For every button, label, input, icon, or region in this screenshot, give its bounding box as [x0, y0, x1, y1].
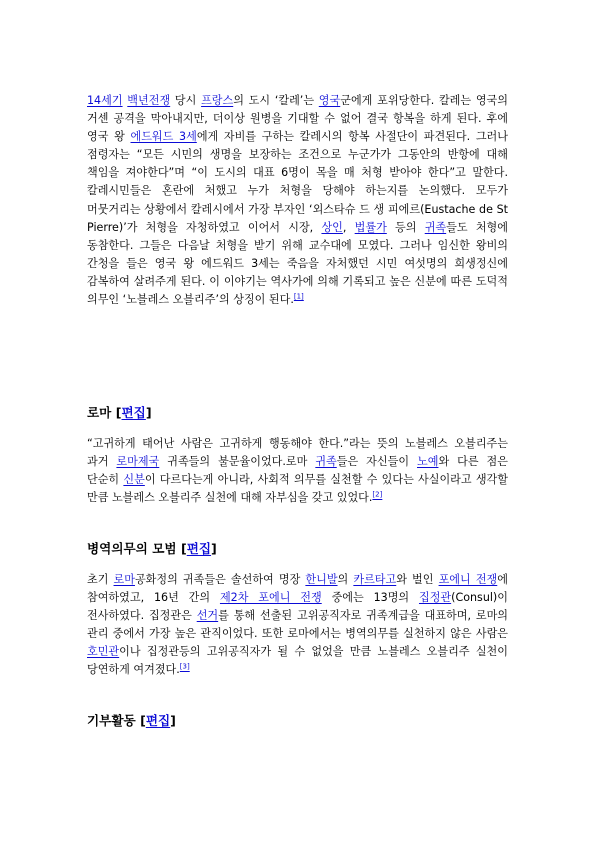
text-run: 의 [337, 573, 354, 586]
wiki-link[interactable]: 백년전쟁 [127, 94, 171, 107]
text-run: 에 참여하였고, 16년 간의 [87, 573, 508, 605]
reference-link[interactable]: [1] [293, 292, 304, 301]
text-run: 와 다른 점은 단순히 [87, 455, 508, 487]
wiki-link[interactable]: 에드워드 3세 [130, 130, 197, 144]
text-run: 를 통해 선출된 고위공직자로 귀족계급을 대표하며, 로마의 관리 중에서 가장 높은 관직이었다. 또한 로마에서는 병역의무를 실천하지 않은 사람은 [87, 609, 509, 641]
text-run: 초기 [87, 573, 114, 586]
text-run: 중에는 13명의 [321, 591, 419, 605]
wiki-link[interactable]: 카르타고 [353, 573, 397, 586]
edit-link-military[interactable]: 편집 [186, 541, 212, 556]
section-heading-donation: 기부활동 [편집] [87, 713, 176, 728]
paragraph-rome [87, 435, 508, 507]
wiki-link[interactable]: 법률가 [354, 220, 387, 234]
wiki-link[interactable]: 선거 [196, 609, 219, 623]
text-run: “고귀하게 태어난 사람은 고귀하게 행동해야 한다.”라는 뜻의 노블레스 오블리주는 과거 [87, 437, 508, 469]
heading-title: 기부활동 [87, 713, 136, 728]
edit-link-donation[interactable]: 편집 [145, 713, 171, 728]
wiki-link[interactable]: 신분 [123, 473, 145, 487]
text-run: 와 벌인 [396, 573, 439, 586]
text-run: 의 도시 ‘칼레’는 [233, 94, 319, 107]
reference-link[interactable]: [2] [372, 490, 383, 499]
wiki-link[interactable]: 14세기 [87, 94, 123, 107]
wiki-link[interactable]: 노예 [417, 455, 439, 469]
wiki-link[interactable]: 호민관 [87, 645, 120, 659]
section-heading-rome: 로마 [편집] [87, 405, 152, 420]
wiki-link[interactable]: 프랑스 [201, 94, 234, 107]
wiki-link[interactable]: 상인 [321, 220, 343, 234]
wiki-link[interactable]: 집정관 [418, 591, 452, 605]
wiki-link[interactable]: 한니발 [305, 573, 338, 586]
heading-title: 병역의무의 모범 [87, 541, 177, 556]
wiki-link[interactable]: 포에니 전쟁 [438, 573, 498, 586]
text-run: (Consul)이 전사하였다. 집정관은 [87, 591, 508, 623]
text-run: 들도 처형에 동참한다. 그들은 다음날 처형을 받기 위해 교수대에 모였다. 그러나 임신한 왕비의 간청을 들은 영국 왕 에드워드 3세는 죽음을 자처했던 시민 여섯명의 희생정신에 감복하여 살려주게 된다. 이 이야기는 역사가에 의해 기록되고 높은 신분에 따른 도덕적 의무인 ‘노블레스 오블리주’의 상징이 된다. [87, 220, 508, 307]
text-run: 이나 집정관등의 고위공직자가 될 수 없었을 만큼 노블레스 오블리주 실천이 당연하게 여겨졌다. [87, 645, 508, 677]
reference-link[interactable]: [3] [179, 662, 190, 671]
wiki-link[interactable]: 로마제국 [116, 455, 160, 469]
wiki-link[interactable]: 귀족 [424, 220, 447, 234]
text-run: 들은 자신들이 [336, 455, 418, 469]
text-run: 등의 [386, 220, 425, 234]
edit-link-rome[interactable]: 편집 [121, 405, 146, 420]
text-run: , [342, 220, 355, 234]
text-run: 공화정의 귀족들은 솔선하여 명장 [134, 573, 306, 586]
wiki-link[interactable]: 로마 [113, 573, 135, 586]
text-run: 당시 [170, 94, 202, 107]
wiki-link[interactable]: 영국 [318, 94, 341, 107]
paragraph-calais [87, 92, 508, 309]
section-heading-military: 병역의무의 모범 [편집] [87, 541, 217, 556]
text-run: 에게 자비를 구하는 칼레시의 항복 사절단이 파견된다. 그러나 점령자는 “모든 시민의 생명을 보장하는 조건으로 누군가가 그동안의 반항에 대해 책임을 져야한다”며 “이 도시의 대표 6명이 목을 매 처형 받아야 한다”고 말한다. 칼레시민들은 혼란에 처했고 누가 처형을 당해야 하는지를 논의했다. 모두가 머뭇거리는 상황에서 칼레시에서 가장 부자인 ‘외스타슈 드 생 피에르(Eustache de St Pierre)’가 처형을 자청하였고 이어서 시장, [87, 130, 508, 234]
wiki-link[interactable]: 제2차 포에니 전쟁 [219, 591, 322, 605]
heading-title: 로마 [87, 405, 112, 420]
text-run: 이 다르다는게 아니라, 사회적 의무를 실천할 수 있다는 사실이라고 생각할 만큼 노블레스 오블리주 실천에 대해 자부심을 갖고 있었다. [87, 473, 508, 505]
text-run: 군에게 포위당한다. 칼레는 영국의 거센 공격을 막아내지만, 더이상 원병을 기대할 수 없어 결국 항복을 하게 된다. 후에 영국 왕 [87, 94, 508, 144]
wiki-link[interactable]: 귀족 [315, 455, 337, 469]
text-run: 귀족들의 불문율이었다.로마 [159, 455, 316, 469]
paragraph-military [87, 571, 508, 680]
